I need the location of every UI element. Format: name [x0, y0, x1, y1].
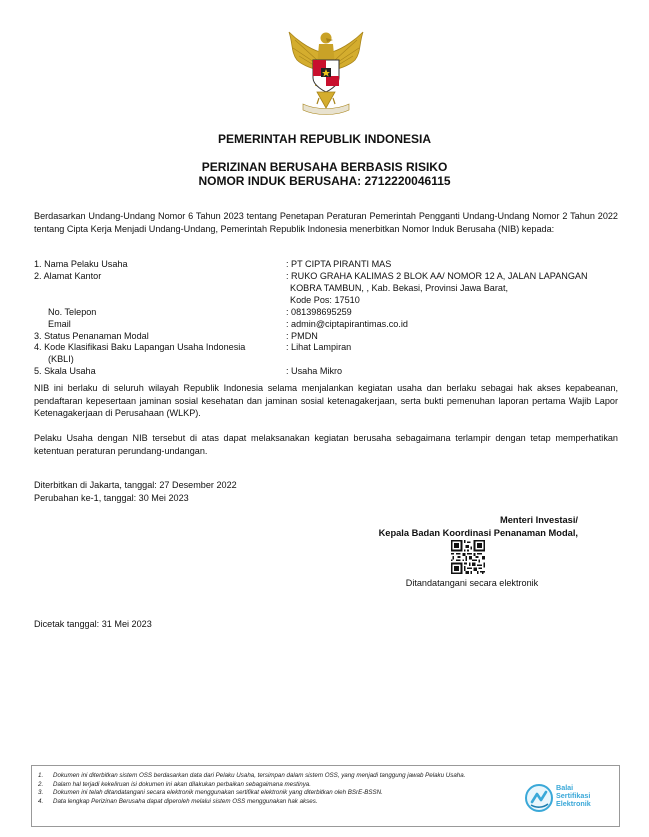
bsre-logo: [524, 780, 616, 816]
nib-validity-paragraph: NIB ini berlaku di seluruh wilayah Republik Indonesia selama menjalankan kegiatan usaha dan berlaku sebagai hak akses kepabeanan, pendaftaran kepesertaan jaminan sosial kesehatan dan jaminan sosial ketenagakerjaan, serta bukti pemenuhan laporan pertama Wajib Lapor Ketenagakerjaan di Perusahaan (WLKP).: [34, 383, 618, 418]
field-label-email: Email: [48, 319, 71, 329]
field-label-nama: 1. Nama Pelaku Usaha: [34, 259, 128, 269]
field-value-kbli: : Lihat Lampiran: [286, 342, 352, 352]
footnote-item: 3. Dokumen ini telah ditandatangani secara elektronik menggunakan sertifikat elektronik yang diterbitkan oleh BSrE-BSSN.: [38, 789, 383, 797]
footer-notes-box: [31, 765, 620, 827]
field-value-email: : admin@ciptapirantimas.co.id: [286, 319, 408, 329]
field-value-alamat-1: : RUKO GRAHA KALIMAS 2 BLOK AA/ NOMOR 12 A, JALAN LAPANGAN: [286, 271, 588, 281]
footnote-list: [38, 772, 508, 806]
bsre-logo-text: Balai Sertifikasi Elektronik: [556, 783, 591, 809]
business-actor-paragraph: Pelaku Usaha dengan NIB tersebut di atas dapat melaksanakan kegiatan berusaha sebagaimana terlampir dengan tetap memperhatikan ketentuan peraturan perundang-undangan.: [34, 433, 618, 456]
change-date: Perubahan ke-1, tanggal: 30 Mei 2023: [34, 492, 189, 503]
field-value-nama: : PT CIPTA PIRANTI MAS: [286, 259, 392, 269]
qr-code-icon: [451, 540, 485, 574]
electronic-signature-note: Ditandatangani secara elektronik: [405, 578, 539, 588]
signatory-title-2: Kepala Badan Koordinasi Penanaman Modal,: [378, 528, 578, 538]
footnote-item: 4. Data lengkap Perizinan Berusaha dapat diperoleh melalui sistem OSS menggunakan hak akses.: [38, 797, 318, 805]
field-label-kbli-2: (KBLI): [48, 354, 74, 364]
bsre-logo-icon: [524, 783, 554, 813]
field-value-alamat-2: KOBRA TAMBUN, , Kab. Bekasi, Provinsi Jawa Barat,: [290, 283, 508, 293]
field-label-skala: 5. Skala Usaha: [34, 366, 96, 376]
field-label-alamat: 2. Alamat Kantor: [34, 271, 102, 281]
government-heading: PEMERINTAH REPUBLIK INDONESIA: [217, 132, 432, 146]
nib-number: NOMOR INDUK BERUSAHA: 2712220046115: [198, 174, 451, 188]
intro-paragraph: Berdasarkan Undang-Undang Nomor 6 Tahun 2023 tentang Penetapan Peraturan Pemerintah Pengganti Undang-Undang Nomor 2 Tahun 2022 tentang Cipta Kerja Menjadi Undang-Undang, Pemerintah Republik Indonesia menerbitkan Nomor Induk Berusaha (NIB) kepada:: [34, 211, 618, 234]
field-label-telepon: No. Telepon: [48, 307, 97, 317]
signatory-title-1: Menteri Investasi/: [499, 515, 578, 525]
issue-dates: [34, 479, 237, 504]
issued-date: Diterbitkan di Jakarta, tanggal: 27 Desember 2022: [34, 480, 237, 490]
field-label-status: 3. Status Penanaman Modal: [34, 331, 149, 341]
field-value-status: : PMDN: [286, 331, 318, 341]
footnote-item: 2. Dalam hal terjadi kekeliruan isi dokumen ini akan dilakukan perbaikan sebagaimana mestinya.: [38, 780, 311, 788]
field-value-alamat-3: Kode Pos: 17510: [290, 295, 360, 305]
field-value-telepon: : 081398695259: [286, 307, 352, 317]
field-value-skala: : Usaha Mikro: [286, 366, 343, 376]
field-label-kbli: 4. Kode Klasifikasi Baku Lapangan Usaha Indonesia: [34, 342, 246, 352]
footnote-item: 1. Dokumen ini diterbitkan sistem OSS berdasarkan data dari Pelaku Usaha, tersimpan dalam sistem OSS, yang menjadi tanggung jawab Pelaku Usaha.: [38, 772, 466, 779]
garuda-emblem-icon: [287, 30, 365, 118]
printed-date: Dicetak tanggal: 31 Mei 2023: [34, 619, 152, 629]
document-title: PERIZINAN BERUSAHA BERBASIS RISIKO: [201, 160, 448, 174]
